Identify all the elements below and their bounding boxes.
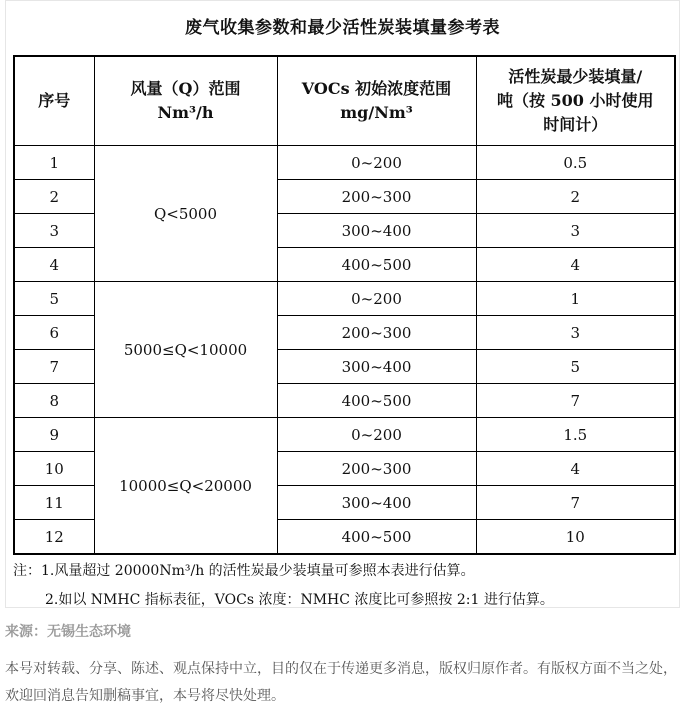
flow-range-cell: Q<5000 xyxy=(94,146,277,282)
header-voc-unit: mg/Nm³ xyxy=(340,103,413,122)
carbon-amount-cell: 7 xyxy=(476,384,675,418)
voc-range-cell: 200~300 xyxy=(277,180,476,214)
voc-range-cell: 200~300 xyxy=(277,452,476,486)
voc-range-cell: 200~300 xyxy=(277,316,476,350)
header-carbon-line3: 时间计） xyxy=(543,115,608,134)
voc-range-cell: 300~400 xyxy=(277,214,476,248)
carbon-amount-cell: 10 xyxy=(476,520,675,555)
voc-range-cell: 300~400 xyxy=(277,350,476,384)
carbon-amount-cell: 4 xyxy=(476,248,675,282)
note-1: 注：1.风量超过 20000Nm³/h 的活性炭最少装填量可参照本表进行估算。 xyxy=(13,563,475,579)
reference-table xyxy=(13,55,676,555)
seq-cell: 1 xyxy=(14,146,94,180)
note-2: 2.如以 NMHC 指标表征，VOCs 浓度：NMHC 浓度比可参照按 2:1 进行估算。 xyxy=(45,592,554,608)
header-voc xyxy=(277,56,476,146)
voc-range-cell: 0~200 xyxy=(277,282,476,316)
carbon-amount-cell: 7 xyxy=(476,486,675,520)
seq-cell: 4 xyxy=(14,248,94,282)
carbon-amount-cell: 0.5 xyxy=(476,146,675,180)
table-title: 废气收集参数和最少活性炭装填量参考表 xyxy=(185,18,500,38)
header-carbon-line1: 活性炭最少装填量/ xyxy=(508,67,643,86)
seq-cell: 12 xyxy=(14,520,94,555)
seq-cell: 10 xyxy=(14,452,94,486)
voc-range-cell: 300~400 xyxy=(277,486,476,520)
carbon-amount-cell: 4 xyxy=(476,452,675,486)
seq-cell: 5 xyxy=(14,282,94,316)
carbon-amount-cell: 5 xyxy=(476,350,675,384)
carbon-amount-cell: 3 xyxy=(476,214,675,248)
seq-cell: 8 xyxy=(14,384,94,418)
header-flow-line1: 风量（Q）范围 xyxy=(130,79,241,98)
header-flow xyxy=(94,56,277,146)
table-row xyxy=(14,418,675,452)
voc-range-cell: 0~200 xyxy=(277,418,476,452)
header-flow-unit: Nm³/h xyxy=(157,103,214,122)
seq-cell: 6 xyxy=(14,316,94,350)
disclaimer-text: 本号对转载、分享、陈述、观点保持中立，目的仅在于传递更多消息，版权归原作者。有版权方面不当之处，欢迎回消息告知删稿事宜，本号将尽快处理。 xyxy=(5,661,677,704)
header-row xyxy=(14,56,675,146)
carbon-amount-cell: 2 xyxy=(476,180,675,214)
table-row xyxy=(14,146,675,180)
header-seq: 序号 xyxy=(14,56,94,146)
table-notes xyxy=(13,557,554,615)
seq-cell: 3 xyxy=(14,214,94,248)
seq-cell: 9 xyxy=(14,418,94,452)
carbon-amount-cell: 1 xyxy=(476,282,675,316)
carbon-amount-cell: 3 xyxy=(476,316,675,350)
header-carbon xyxy=(476,56,675,146)
table-row xyxy=(14,282,675,316)
header-voc-line1: VOCs 初始浓度范围 xyxy=(301,79,452,98)
seq-cell: 7 xyxy=(14,350,94,384)
flow-range-cell: 10000≤Q<20000 xyxy=(94,418,277,555)
carbon-amount-cell: 1.5 xyxy=(476,418,675,452)
voc-range-cell: 0~200 xyxy=(277,146,476,180)
seq-cell: 11 xyxy=(14,486,94,520)
header-carbon-line2: 吨（按 500 小时使用 xyxy=(496,91,654,110)
table-body xyxy=(14,146,675,555)
voc-range-cell: 400~500 xyxy=(277,248,476,282)
voc-range-cell: 400~500 xyxy=(277,520,476,555)
source-label: 来源：无锡生态环境 xyxy=(5,624,131,640)
flow-range-cell: 5000≤Q<10000 xyxy=(94,282,277,418)
table-card xyxy=(5,0,680,608)
seq-cell: 2 xyxy=(14,180,94,214)
voc-range-cell: 400~500 xyxy=(277,384,476,418)
